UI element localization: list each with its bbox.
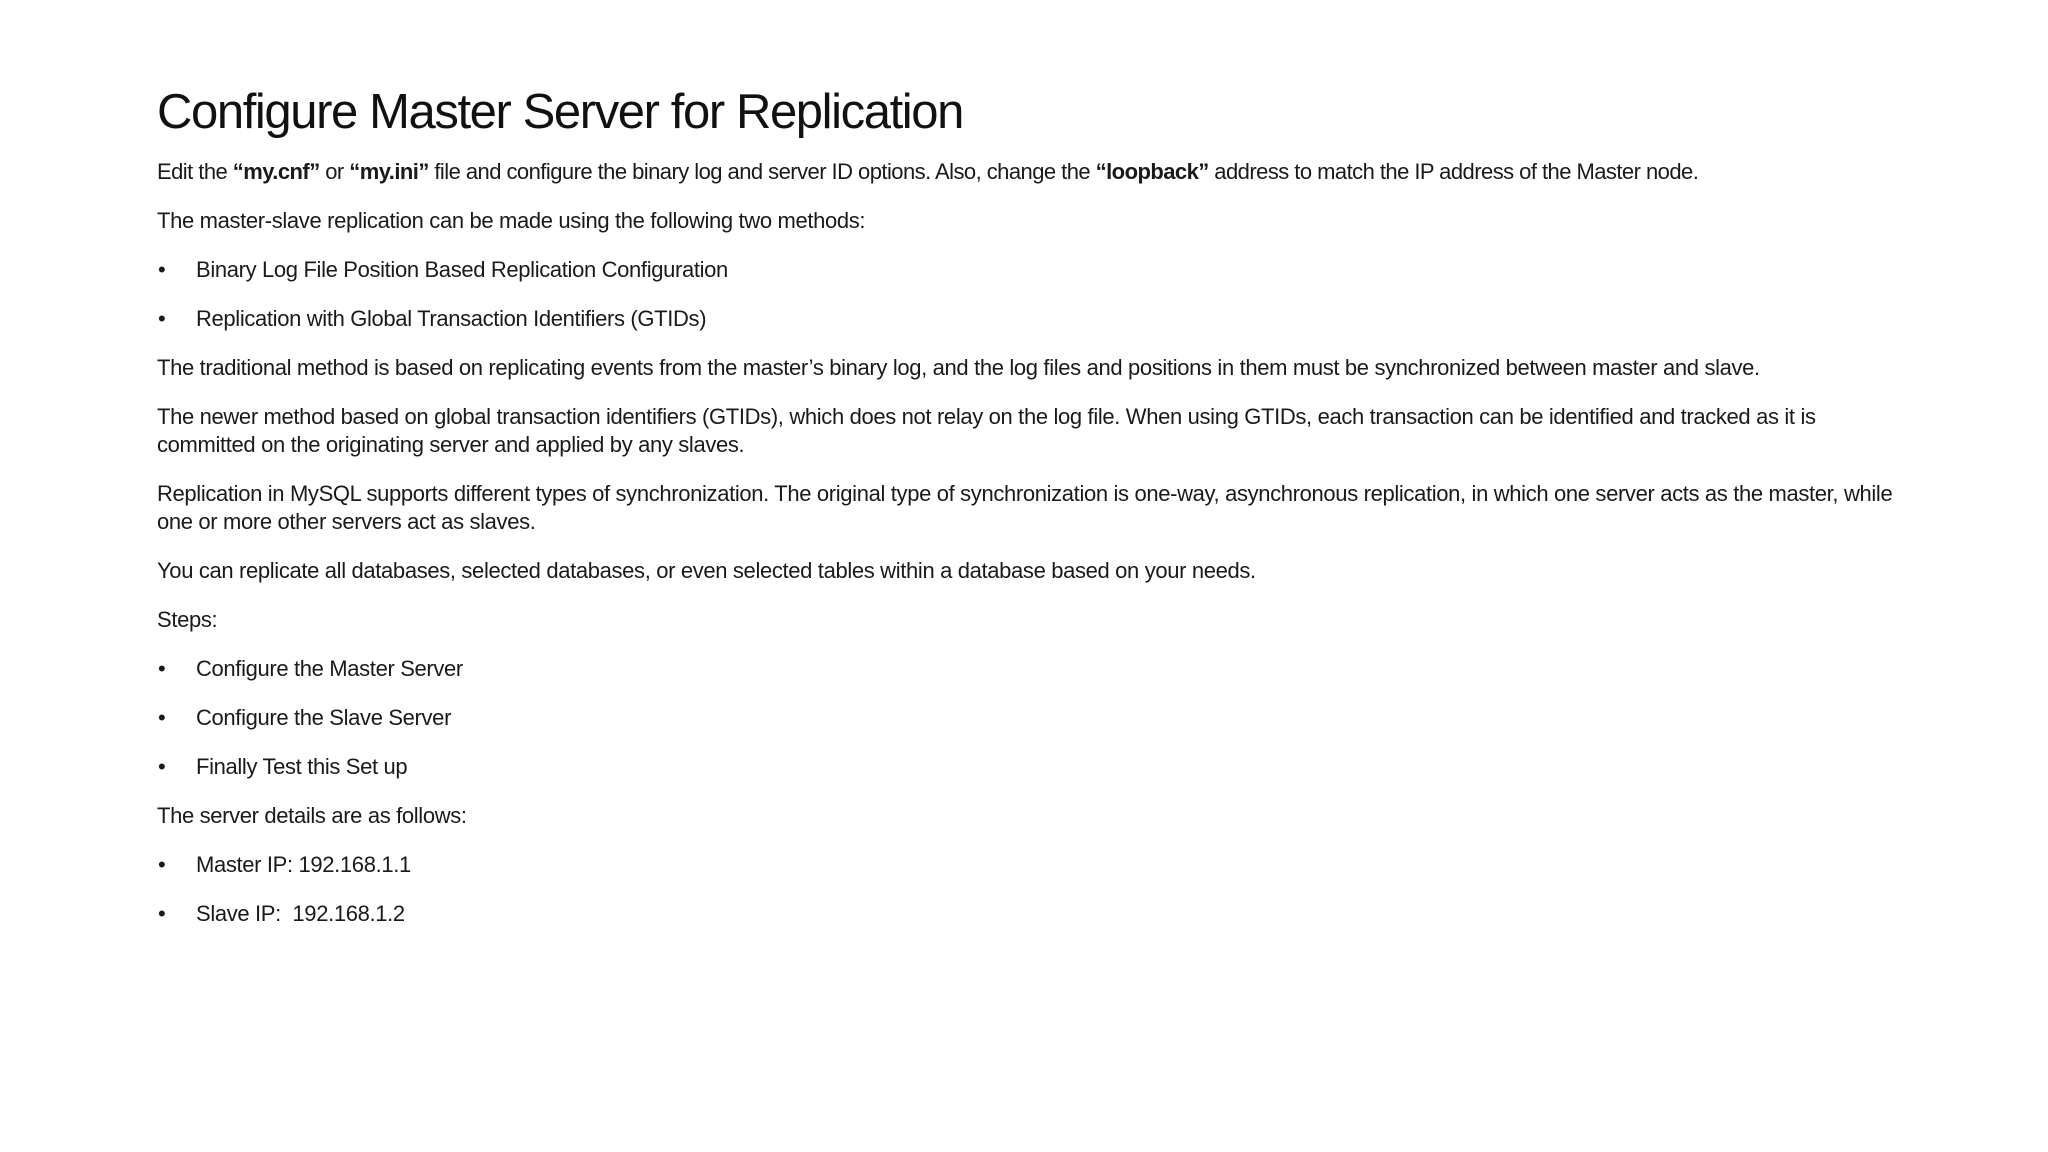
bullet-icon: • <box>158 656 166 681</box>
intro-text-1: Edit the <box>157 159 233 184</box>
methods-intro: The master-slave replication can be made using the following two methods: <box>157 208 866 233</box>
slide-title: Configure Master Server for Replication <box>157 85 963 139</box>
step-configure-master: Configure the Master Server <box>196 656 463 681</box>
bullet-icon: • <box>158 852 166 877</box>
myini-filename: “my.ini” <box>349 159 429 184</box>
loopback-term: “loopback” <box>1095 159 1209 184</box>
bullet-icon: • <box>158 257 166 282</box>
list-item <box>157 753 1917 781</box>
methods-list <box>157 256 1917 333</box>
newer-method-paragraph: The newer method based on global transaction identifiers (GTIDs), which does not relay on the log file. When using GTIDs, each transaction can be identified and tracked as it is committed on the originating server and applied by any slaves. <box>157 404 1816 457</box>
slide-body <box>157 158 1917 949</box>
bullet-icon: • <box>158 306 166 331</box>
intro-text-3: file and configure the binary log and server ID options. Also, change the <box>428 159 1096 184</box>
bullet-icon: • <box>158 754 166 779</box>
step-configure-slave: Configure the Slave Server <box>196 705 452 730</box>
slave-ip: Slave IP: 192.168.1.2 <box>196 901 405 926</box>
intro-paragraph <box>157 158 1917 186</box>
list-item <box>157 900 1917 928</box>
list-item <box>157 256 1917 284</box>
master-ip: Master IP: 192.168.1.1 <box>196 852 411 877</box>
step-test-setup: Finally Test this Set up <box>196 754 408 779</box>
traditional-method-paragraph: The traditional method is based on replicating events from the master’s binary log, and the log files and positions in them must be synchronized between master and slave. <box>157 355 1760 380</box>
server-details-label: The server details are as follows: <box>157 803 467 828</box>
steps-list <box>157 655 1917 781</box>
servers-list <box>157 851 1917 928</box>
replicate-paragraph: You can replicate all databases, selected databases, or even selected tables within a database based on your needs. <box>157 558 1256 583</box>
list-item <box>157 851 1917 879</box>
mycnf-filename: “my.cnf” <box>232 159 320 184</box>
intro-text-4: address to match the IP address of the Master node. <box>1208 159 1699 184</box>
bullet-icon: • <box>158 901 166 926</box>
steps-label: Steps: <box>157 607 218 632</box>
list-item <box>157 655 1917 683</box>
list-item <box>157 704 1917 732</box>
bullet-icon: • <box>158 705 166 730</box>
list-item <box>157 305 1917 333</box>
method-gtid: Replication with Global Transaction Identifiers (GTIDs) <box>196 306 707 331</box>
synchronization-paragraph: Replication in MySQL supports different types of synchronization. The original type of synchronization is one-way, asynchronous replication, in which one server acts as the master, while one or more other servers act as slaves. <box>157 481 1893 534</box>
method-binary-log: Binary Log File Position Based Replication Configuration <box>196 257 728 282</box>
intro-text-2: or <box>319 159 350 184</box>
